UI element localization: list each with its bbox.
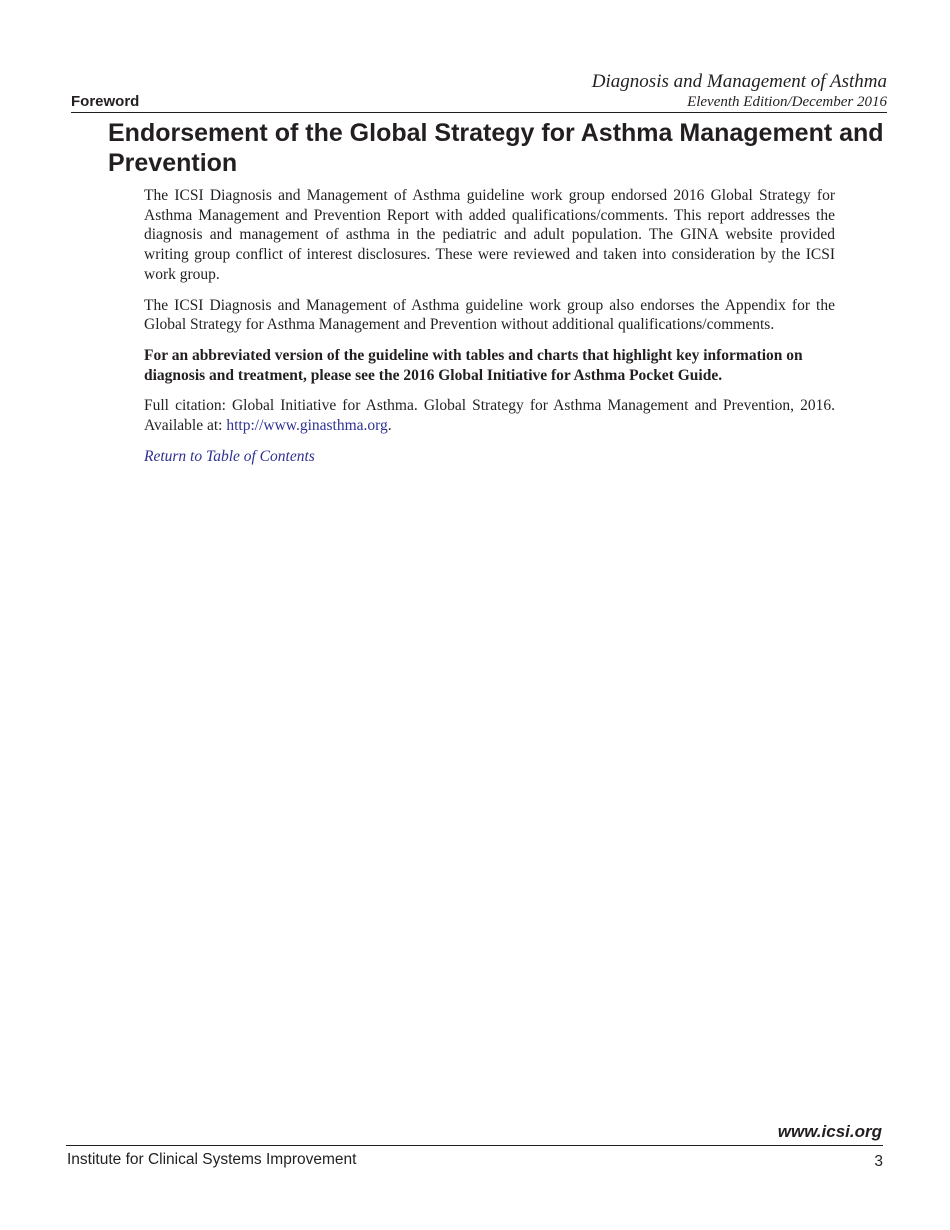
return-to-toc-link[interactable]: Return to Table of Contents bbox=[144, 447, 315, 465]
paragraph-pocket-guide: For an abbreviated version of the guideline with tables and charts that highlight key information on diagnosis and treatment, please see the 2016 Global Initiative for Asthma Pocket Guide. bbox=[144, 346, 803, 384]
header-edition: Eleventh Edition/December 2016 bbox=[687, 94, 887, 110]
content bbox=[144, 186, 835, 466]
citation-end: . bbox=[387, 417, 392, 435]
footer-url: www.icsi.org bbox=[777, 1122, 882, 1141]
citation-text: Full citation: Global Initiative for Asthma. Global Strategy for Asthma Management and Prevention, 2016. Available at: bbox=[144, 397, 835, 435]
page-title: Endorsement of the Global Strategy for Asthma Management and Prevention bbox=[108, 119, 884, 177]
footer-rule bbox=[66, 1145, 883, 1146]
paragraph-endorsement: The ICSI Diagnosis and Management of Asthma guideline work group endorsed 2016 Global Strategy for Asthma Management and Prevention Report with added qualifications/comments. This report addresses the diagnosis and management of asthma in the pediatric and adult population. The GINA website provided writing group conflict of interest disclosures. These were reviewed and taken into consideration by the ICSI work group. bbox=[144, 187, 835, 283]
section-label: Foreword bbox=[71, 93, 140, 110]
header-doc-title: Diagnosis and Management of Asthma bbox=[591, 71, 887, 92]
header-rule bbox=[71, 112, 887, 113]
gina-website-link[interactable]: http://www.ginasthma.org bbox=[226, 417, 388, 435]
paragraph-appendix: The ICSI Diagnosis and Management of Asthma guideline work group also endorses the Appendix for the Global Strategy for Asthma Management and Prevention without additional qualifications/comments. bbox=[144, 296, 835, 334]
footer-org: Institute for Clinical Systems Improvement bbox=[67, 1151, 357, 1168]
paragraph-citation bbox=[144, 396, 835, 435]
page-number: 3 bbox=[874, 1153, 883, 1170]
